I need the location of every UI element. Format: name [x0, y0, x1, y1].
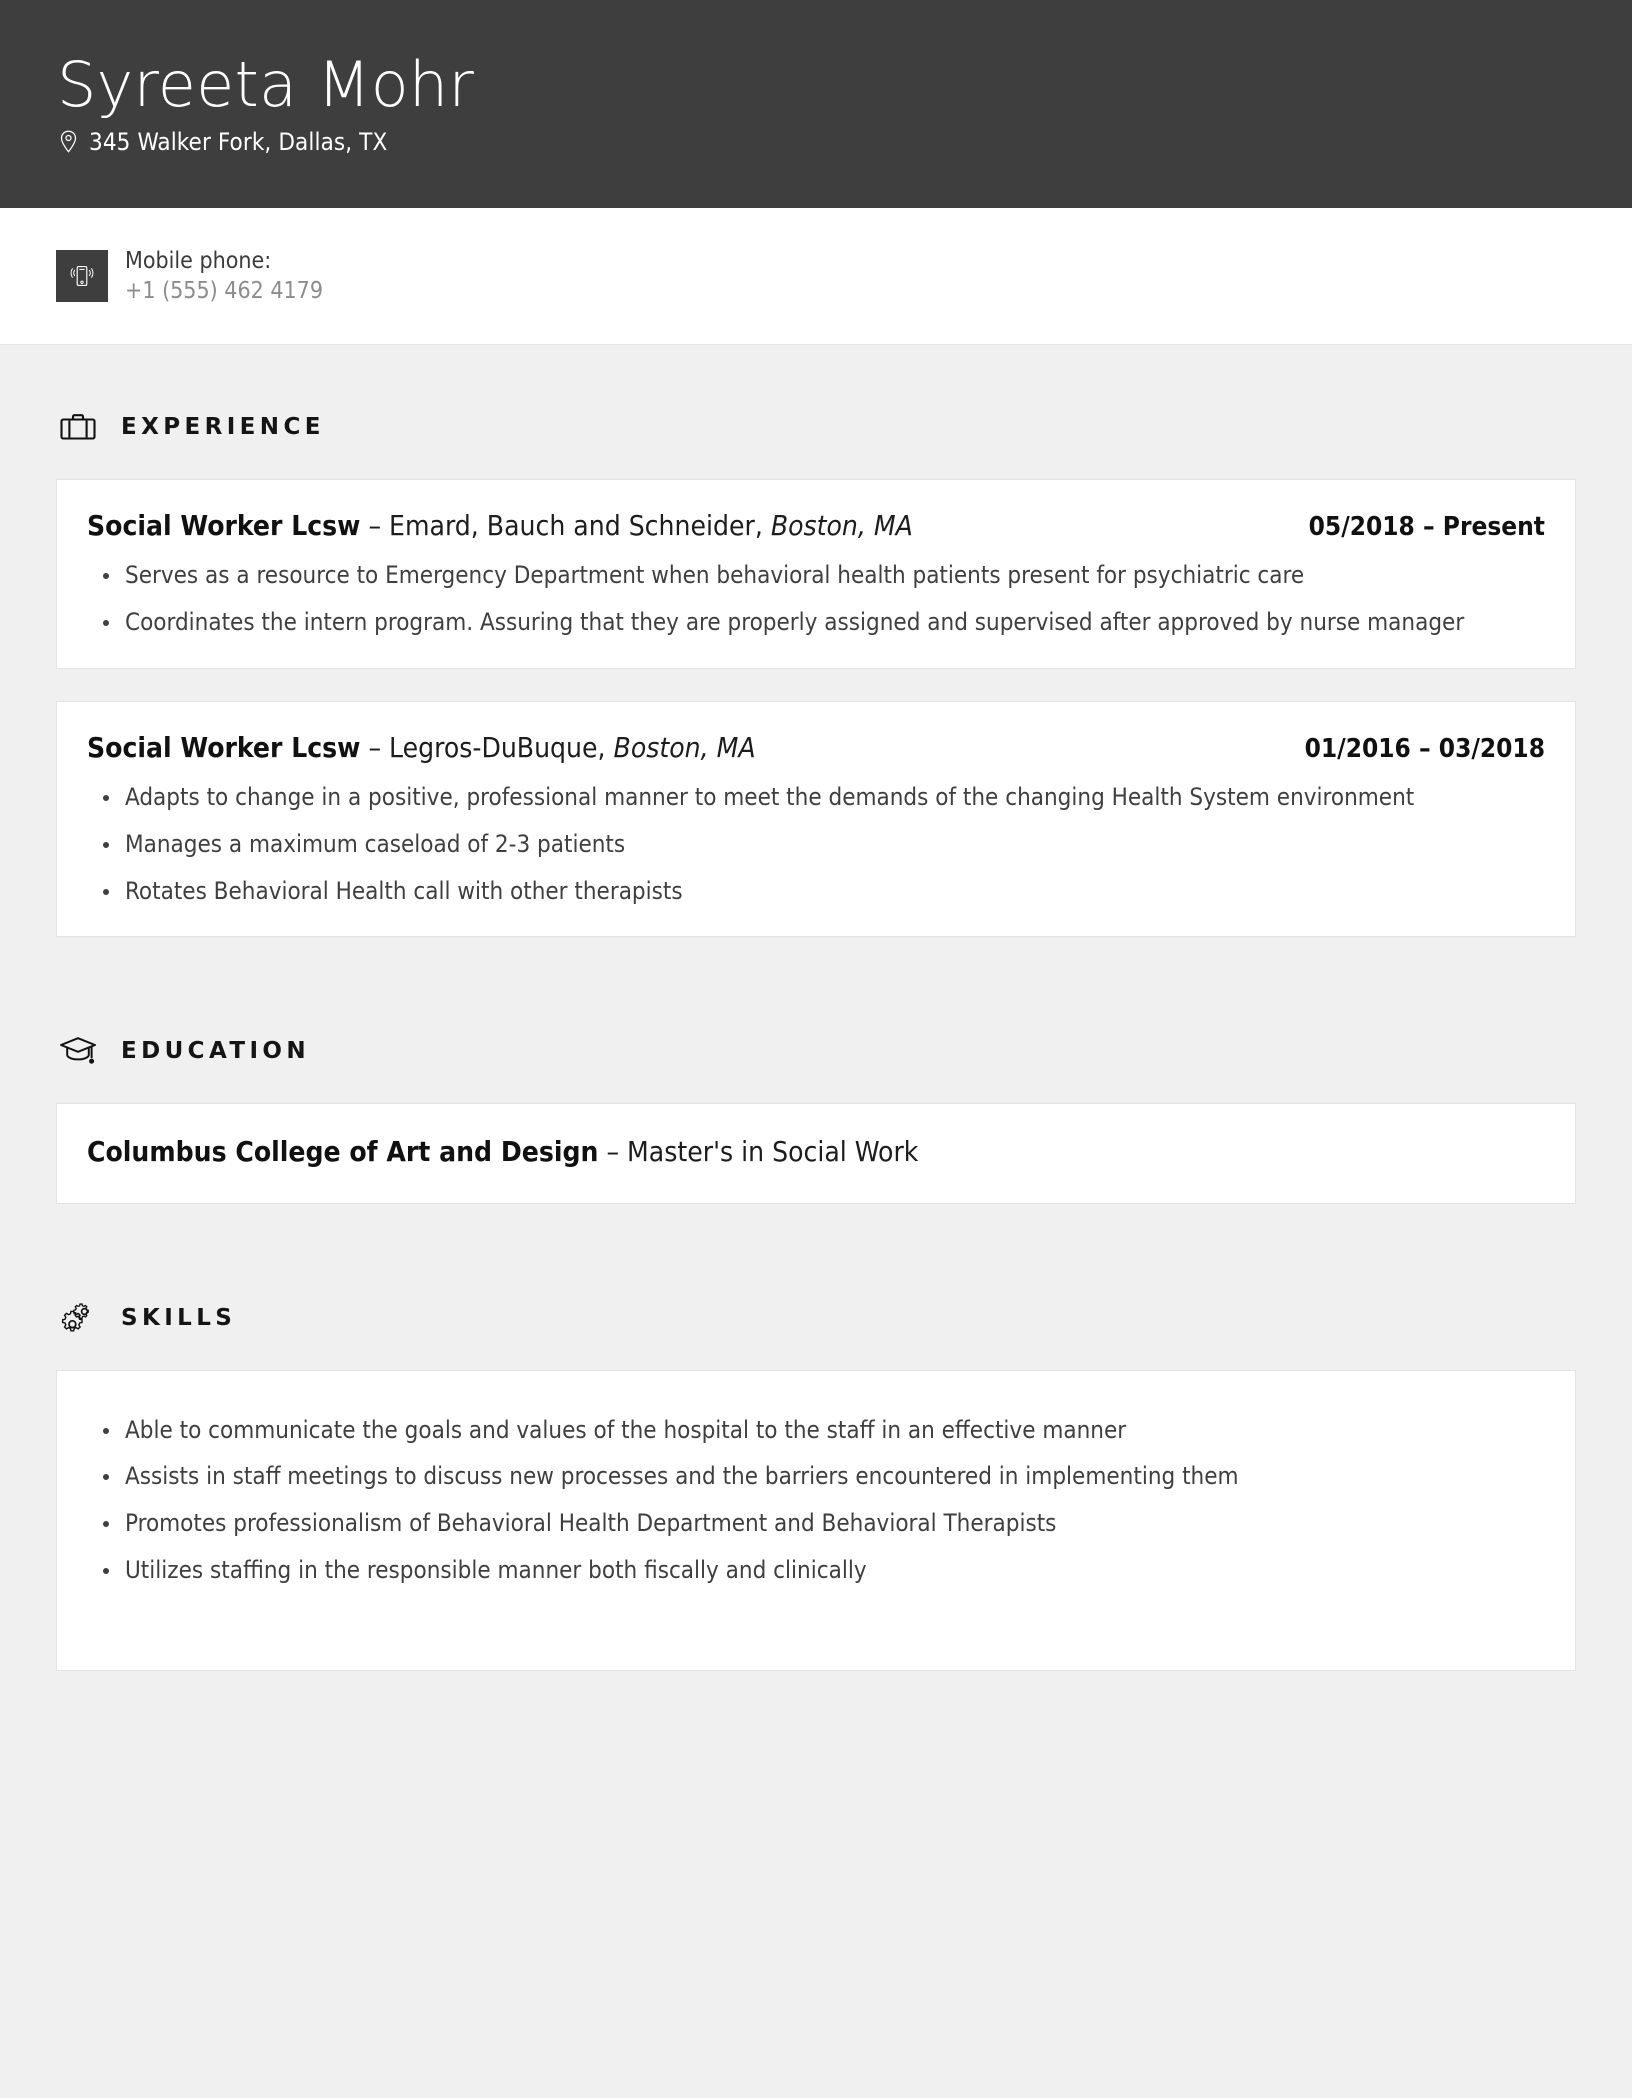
gears-icon	[58, 1298, 98, 1338]
title-separator: –	[368, 730, 382, 764]
list-item: Able to communicate the goals and values of the hospital to the staff in an effective manner	[87, 1415, 1545, 1446]
section-title-experience: EXPERIENCE	[121, 414, 325, 440]
title-separator: –	[368, 509, 382, 542]
contact-value-phone[interactable]: +1 (555) 462 4179	[125, 278, 323, 304]
page-title: Syreeta Mohr	[57, 48, 475, 122]
experience-entry-card	[56, 479, 1576, 669]
list-item: Assists in staff meetings to discuss new processes and the barriers encountered in implementing them	[87, 1461, 1545, 1492]
job-role: Social Worker Lcsw	[87, 509, 361, 542]
school-name: Columbus College of Art and Design	[87, 1135, 599, 1169]
employer-name: Legros-DuBuque,	[389, 730, 606, 764]
skills-list	[87, 1415, 1545, 1586]
skills-card	[56, 1370, 1576, 1671]
mobile-phone-icon	[56, 250, 108, 302]
entry-header	[87, 508, 1545, 550]
section-heading-education	[58, 969, 1576, 1103]
list-item: Rotates Behavioral Health call with other therapists	[87, 876, 1545, 907]
entry-date-range: 01/2016 – 03/2018	[1304, 733, 1545, 764]
section-education	[56, 969, 1576, 1203]
address-row	[58, 128, 1576, 156]
contact-label: Mobile phone:	[125, 247, 272, 274]
entry-title	[87, 730, 756, 766]
resume-body	[0, 345, 1632, 1671]
education-entry-card	[56, 1103, 1576, 1203]
address-text: 345 Walker Fork, Dallas, TX	[89, 127, 388, 156]
contact-item-mobile-phone	[56, 248, 323, 305]
employer-location: Boston, MA	[770, 509, 913, 542]
entry-title	[87, 508, 913, 544]
list-item: Coordinates the intern program. Assuring that they are properly assigned and supervised after approved by nurse manager	[87, 607, 1545, 638]
employer-name: Emard, Bauch and Schneider,	[389, 509, 763, 542]
resume-header	[0, 0, 1632, 208]
list-item: Serves as a resource to Emergency Department when behavioral health patients present for psychiatric care	[87, 560, 1545, 591]
briefcase-icon	[58, 407, 98, 447]
section-heading-skills	[58, 1236, 1576, 1370]
section-title-education: EDUCATION	[121, 1038, 311, 1065]
section-heading-experience	[58, 345, 1576, 479]
employer-location: Boston, MA	[613, 730, 756, 764]
education-entry	[87, 1134, 1545, 1170]
map-pin-icon	[58, 129, 78, 155]
contact-band	[0, 208, 1632, 345]
entry-bullet-list	[87, 560, 1545, 637]
section-title-skills: SKILLS	[121, 1304, 237, 1331]
list-item: Manages a maximum caseload of 2-3 patients	[87, 829, 1545, 860]
job-role: Social Worker Lcsw	[87, 730, 361, 764]
graduation-cap-icon	[58, 1031, 98, 1071]
list-item: Promotes professionalism of Behavioral Health Department and Behavioral Therapists	[87, 1508, 1545, 1539]
list-item: Utilizes staffing in the responsible manner both fiscally and clinically	[87, 1555, 1545, 1586]
section-skills	[56, 1236, 1576, 1671]
entry-date-range: 05/2018 – Present	[1308, 512, 1545, 542]
contact-text	[125, 248, 323, 305]
list-item: Adapts to change in a positive, professional manner to meet the demands of the changing Health System environment	[87, 782, 1545, 813]
degree-name: Master's in Social Work	[627, 1135, 919, 1169]
title-separator: –	[606, 1135, 620, 1169]
entry-header	[87, 730, 1545, 772]
experience-entry-card	[56, 701, 1576, 938]
entry-bullet-list	[87, 782, 1545, 906]
section-experience	[56, 345, 1576, 937]
